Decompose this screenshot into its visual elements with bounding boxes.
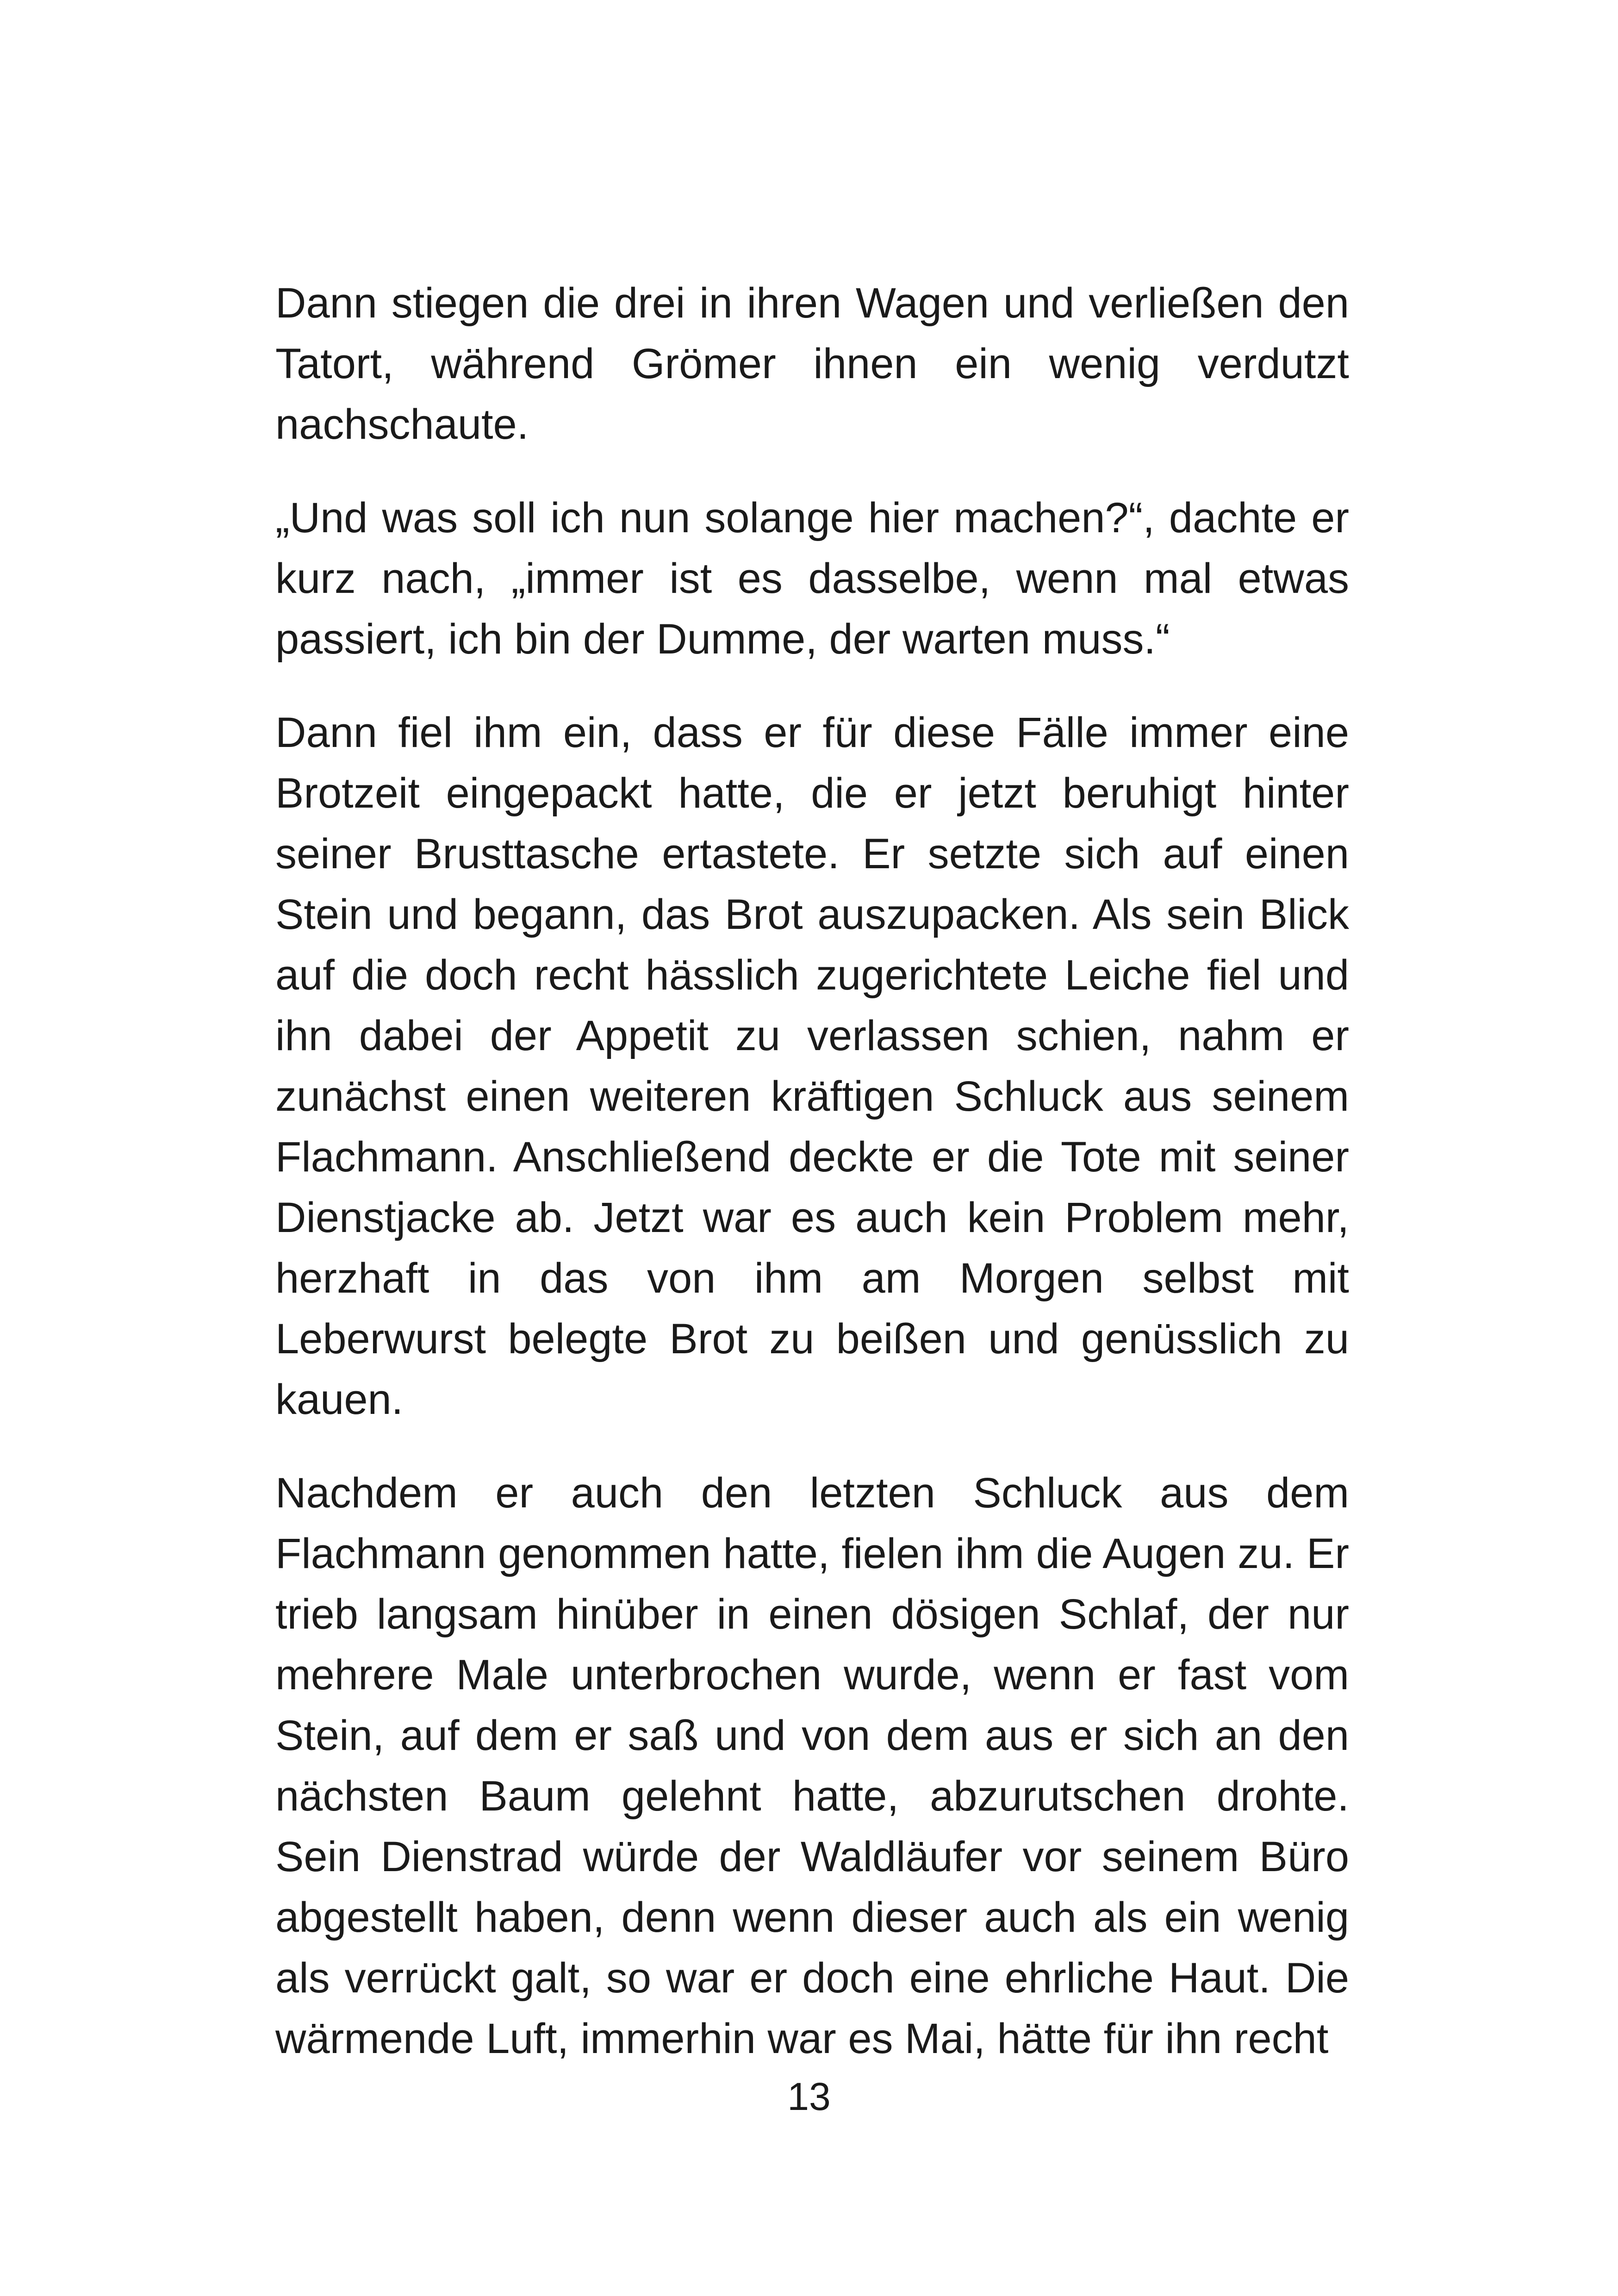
paragraph-2: „Und was soll ich nun solange hier machen?“, dachte er kurz nach, „immer ist es dasselbe, wenn mal etwas passiert, ich bin der Dumme, der warten muss.“ xyxy=(275,494,1349,663)
page-number: 13 xyxy=(787,2075,831,2118)
paragraph-3: Dann fiel ihm ein, dass er für diese Fälle immer eine Brotzeit eingepackt hatte, die er jetzt beruhigt hinter seiner Brusttasche ertastete. Er setzte sich auf einen Stein und begann, das Brot auszupacken. Als sein Blick auf die doch recht hässlich zugerichtete Leiche fiel und ihn dabei der Appetit zu verlassen schien, nahm er zunächst einen weiteren kräftigen Schluck aus seinem Flachmann. Anschließend deckte er die Tote mit seiner Dienstjacke ab. Jetzt war es auch kein Problem mehr, herzhaft in das von ihm am Morgen selbst mit Leberwurst belegte Brot zu beißen und genüsslich zu kauen. xyxy=(275,709,1349,1423)
paragraph-1: Dann stiegen die drei in ihren Wagen und verließen den Tatort, während Grömer ihnen ein wenig verdutzt nachschaute. xyxy=(275,280,1349,448)
paragraph-4: Nachdem er auch den letzten Schluck aus dem Flachmann genommen hatte, fielen ihm die Augen zu. Er trieb langsam hinüber in einen dösigen Schlaf, der nur mehrere Male unterbrochen wurde, wenn er fast vom Stein, auf dem er saß und von dem aus er sich an den nächsten Baum gelehnt hatte, abzurutschen drohte. Sein Dienstrad würde der Waldläufer vor seinem Büro abgestellt haben, denn wenn dieser auch als ein wenig als verrückt galt, so war er doch eine ehrliche Haut. Die wärmende Luft, immerhin war es Mai, hätte für ihn recht xyxy=(275,1469,1349,2062)
body-text xyxy=(275,273,1349,2102)
